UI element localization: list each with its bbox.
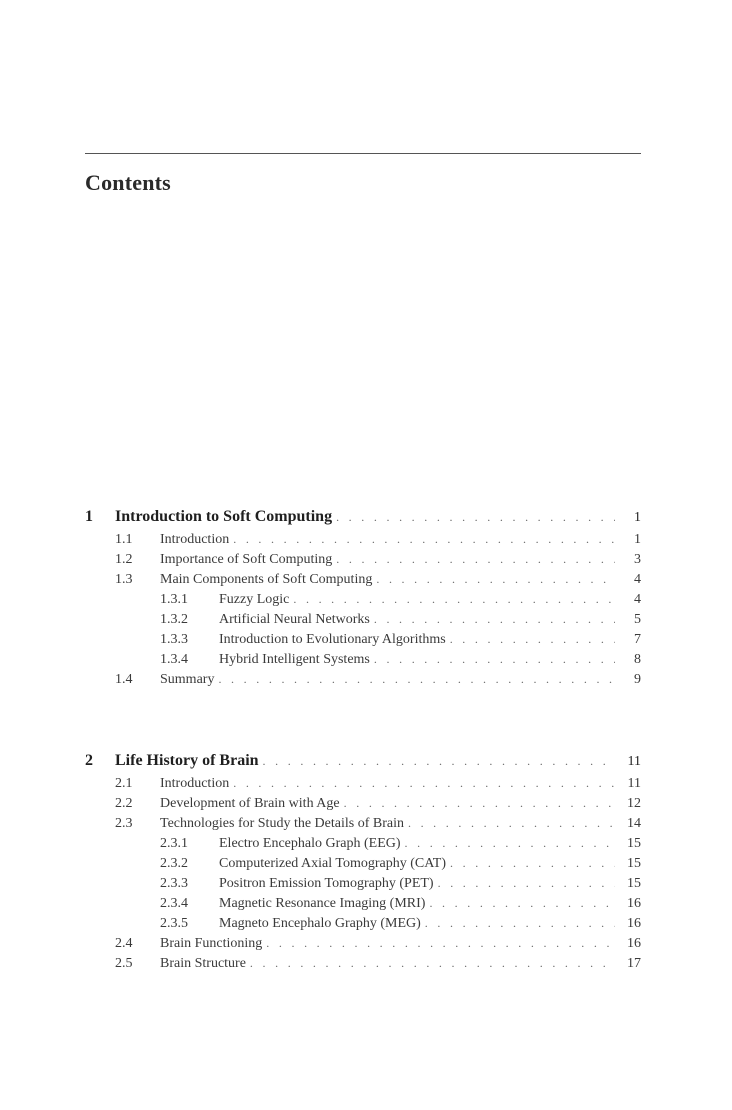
leader-dots: [293, 589, 615, 609]
entry-page: 4: [634, 572, 641, 587]
leader-dots: [376, 569, 615, 589]
entry-number: 1.3: [115, 572, 133, 587]
entry-page: 15: [627, 876, 641, 891]
leader-dots: [233, 529, 615, 549]
toc-entry-section[interactable]: [85, 549, 641, 569]
entry-page: 5: [634, 612, 641, 627]
entry-page: 15: [627, 856, 641, 871]
toc-entry-subsection[interactable]: [85, 589, 641, 609]
toc-entry-subsection[interactable]: [85, 629, 641, 649]
leader-dots: [438, 873, 615, 893]
entry-title: Electro Encephalo Graph (EEG): [219, 836, 401, 851]
entry-page: 1: [634, 510, 641, 525]
entry-title: Fuzzy Logic: [219, 592, 290, 607]
entry-page: 9: [634, 672, 641, 687]
entry-page: 4: [634, 592, 641, 607]
entry-number: 2.3.2: [160, 856, 188, 871]
leader-dots: [263, 751, 615, 771]
entry-page: 17: [627, 956, 641, 971]
toc-entry-section[interactable]: [85, 813, 641, 833]
entry-title: Life History of Brain: [115, 752, 259, 769]
entry-title: Hybrid Intelligent Systems: [219, 652, 370, 667]
entry-title: Positron Emission Tomography (PET): [219, 876, 434, 891]
entry-number: 1.3.2: [160, 612, 188, 627]
entry-title: Brain Structure: [160, 956, 246, 971]
entry-number: 2.2: [115, 796, 133, 811]
entry-number: 2: [85, 752, 93, 769]
page-title: Contents: [85, 170, 171, 195]
entry-title: Summary: [160, 672, 215, 687]
leader-dots: [218, 669, 615, 689]
entry-number: 1.3.1: [160, 592, 188, 607]
entry-title: Introduction to Evolutionary Algorithms: [219, 632, 446, 647]
entry-page: 1: [634, 532, 641, 547]
toc-entry-subsection[interactable]: [85, 649, 641, 669]
entry-page: 16: [627, 936, 641, 951]
entry-page: 15: [627, 836, 641, 851]
entry-title: Introduction: [160, 532, 230, 547]
toc-entry-subsection[interactable]: [85, 609, 641, 629]
top-rule: [85, 153, 641, 154]
entry-number: 2.3.1: [160, 836, 188, 851]
chapter-2: [85, 751, 641, 973]
toc-entry-section[interactable]: [85, 529, 641, 549]
leader-dots: [450, 853, 615, 873]
leader-dots: [408, 813, 615, 833]
toc-entry-subsection[interactable]: [85, 833, 641, 853]
entry-title: Artificial Neural Networks: [219, 612, 370, 627]
chapter-1: [85, 507, 641, 689]
leader-dots: [250, 953, 615, 973]
entry-number: 1.4: [115, 672, 133, 687]
toc-entry-section[interactable]: [85, 773, 641, 793]
toc-entry-section[interactable]: [85, 569, 641, 589]
leader-dots: [450, 629, 615, 649]
leader-dots: [233, 773, 615, 793]
leader-dots: [425, 913, 615, 933]
entry-number: 1: [85, 508, 93, 525]
leader-dots: [374, 609, 615, 629]
entry-title: Importance of Soft Computing: [160, 552, 333, 567]
leader-dots: [405, 833, 615, 853]
toc-entry-subsection[interactable]: [85, 853, 641, 873]
entry-number: 2.1: [115, 776, 133, 791]
leader-dots: [266, 933, 615, 953]
entry-number: 2.3.5: [160, 916, 188, 931]
entry-number: 2.3: [115, 816, 133, 831]
leader-dots: [336, 507, 615, 527]
entry-title: Brain Functioning: [160, 936, 263, 951]
entry-page: 14: [627, 816, 641, 831]
entry-page: 16: [627, 916, 641, 931]
entry-page: 8: [634, 652, 641, 667]
toc-entry-subsection[interactable]: [85, 913, 641, 933]
toc-entry-subsection[interactable]: [85, 873, 641, 893]
entry-page: 11: [627, 754, 641, 769]
entry-page: 3: [634, 552, 641, 567]
toc-entry-section[interactable]: [85, 669, 641, 689]
entry-title: Development of Brain with Age: [160, 796, 340, 811]
toc-entry-chapter[interactable]: [85, 507, 641, 529]
toc-entry-section[interactable]: [85, 953, 641, 973]
entry-title: Introduction to Soft Computing: [115, 508, 333, 525]
entry-title: Main Components of Soft Computing: [160, 572, 373, 587]
leader-dots: [344, 793, 615, 813]
entry-number: 1.3.3: [160, 632, 188, 647]
entry-number: 1.3.4: [160, 652, 188, 667]
entry-number: 2.5: [115, 956, 133, 971]
entry-title: Magneto Encephalo Graphy (MEG): [219, 916, 421, 931]
entry-number: 2.3.3: [160, 876, 188, 891]
toc-entry-chapter[interactable]: [85, 751, 641, 773]
entry-number: 1.2: [115, 552, 133, 567]
entry-number: 2.4: [115, 936, 133, 951]
toc-entry-section[interactable]: [85, 933, 641, 953]
entry-page: 11: [627, 776, 641, 791]
entry-title: Magnetic Resonance Imaging (MRI): [219, 896, 426, 911]
entry-number: 2.3.4: [160, 896, 188, 911]
entry-title: Technologies for Study the Details of Brain: [160, 816, 404, 831]
toc-entry-section[interactable]: [85, 793, 641, 813]
entry-page: 12: [627, 796, 641, 811]
entry-page: 16: [627, 896, 641, 911]
entry-number: 1.1: [115, 532, 133, 547]
leader-dots: [374, 649, 615, 669]
entry-title: Computerized Axial Tomography (CAT): [219, 856, 447, 871]
leader-dots: [429, 893, 615, 913]
toc-entry-subsection[interactable]: [85, 893, 641, 913]
entry-title: Introduction: [160, 776, 230, 791]
leader-dots: [336, 549, 615, 569]
entry-page: 7: [634, 632, 641, 647]
